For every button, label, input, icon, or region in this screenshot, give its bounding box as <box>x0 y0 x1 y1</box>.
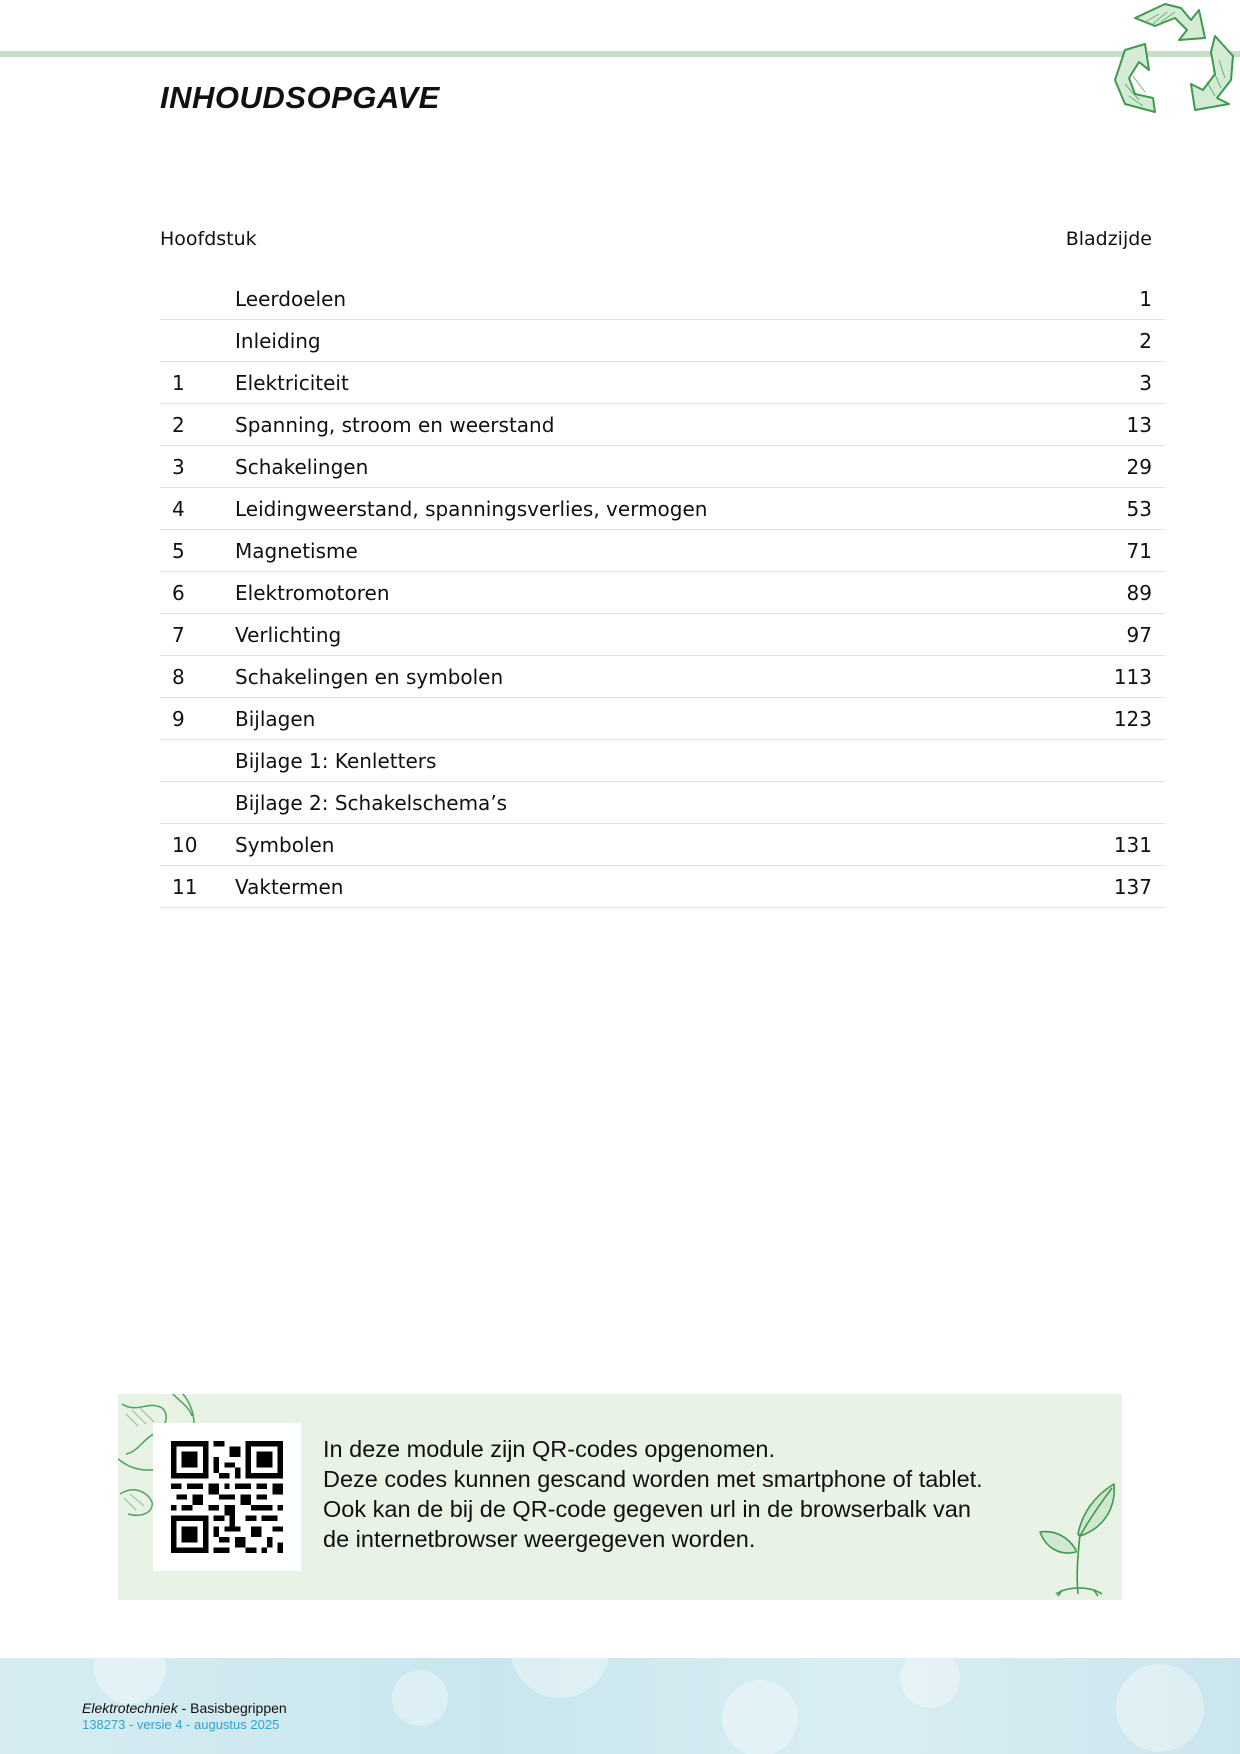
toc-chapter-number: 3 <box>172 454 185 479</box>
qr-code-icon <box>171 1441 283 1553</box>
qr-info-line: Ook kan de bij de QR-code gegeven url in de browserbalk van <box>323 1496 971 1522</box>
toc-chapter-title: Leidingweerstand, spanningsverlies, vermogen <box>235 496 708 521</box>
toc-row <box>160 530 1165 572</box>
toc-page-number: 13 <box>1126 412 1152 437</box>
footer-text <box>82 1700 287 1732</box>
toc-page-number: 113 <box>1113 664 1152 689</box>
toc-chapter-number: 10 <box>172 832 198 857</box>
toc-row <box>160 362 1165 404</box>
toc-page-number: 29 <box>1126 454 1152 479</box>
footer-subject: Elektrotechniek <box>82 1700 178 1716</box>
toc-row <box>160 698 1165 740</box>
toc-chapter-number: 1 <box>172 370 185 395</box>
toc-row <box>160 614 1165 656</box>
toc-row <box>160 740 1165 782</box>
toc-row <box>160 782 1165 824</box>
toc-row <box>160 824 1165 866</box>
toc-page-number: 53 <box>1126 496 1152 521</box>
toc-chapter-title: Magnetisme <box>235 538 358 563</box>
toc-page-number: 123 <box>1113 706 1152 731</box>
toc-page-number: 131 <box>1113 832 1152 857</box>
toc-chapter-number: 7 <box>172 622 185 647</box>
toc-page-number: 1 <box>1139 286 1152 311</box>
toc-chapter-number: 5 <box>172 538 185 563</box>
toc-chapter-title: Spanning, stroom en weerstand <box>235 412 555 437</box>
toc-row <box>160 404 1165 446</box>
toc-rows <box>160 278 1165 908</box>
qr-code <box>153 1423 301 1571</box>
footer-title <box>82 1700 287 1716</box>
toc-chapter-title: Bijlage 2: Schakelschema’s <box>235 790 508 815</box>
toc-header-page: Bladzijde <box>1065 228 1152 250</box>
toc-row <box>160 572 1165 614</box>
toc-header-chapter: Hoofdstuk <box>160 228 257 250</box>
toc-chapter-title: Inleiding <box>235 328 321 353</box>
toc-row <box>160 320 1165 362</box>
toc-row <box>160 446 1165 488</box>
table-of-contents <box>160 228 1165 908</box>
toc-page-number: 137 <box>1113 874 1152 899</box>
footer-version: 138273 - versie 4 - augustus 2025 <box>82 1717 280 1732</box>
toc-chapter-title: Leerdoelen <box>235 286 347 311</box>
toc-page-number: 97 <box>1126 622 1152 647</box>
toc-page-number: 2 <box>1139 328 1152 353</box>
toc-chapter-title: Elektriciteit <box>235 370 349 395</box>
qr-info-text <box>323 1434 1103 1554</box>
toc-chapter-number: 9 <box>172 706 185 731</box>
qr-info-box <box>118 1394 1122 1600</box>
qr-info-line: In deze module zijn QR-codes opgenomen. <box>323 1436 775 1462</box>
footer-course: Basisbegrippen <box>190 1700 287 1716</box>
toc-page-number: 3 <box>1139 370 1152 395</box>
toc-chapter-title: Schakelingen en symbolen <box>235 664 504 689</box>
toc-chapter-number: 2 <box>172 412 185 437</box>
toc-chapter-title: Vaktermen <box>235 874 344 899</box>
footer-band <box>0 1658 1240 1754</box>
toc-chapter-title: Bijlage 1: Kenletters <box>235 748 437 773</box>
page-title: INHOUDSOPGAVE <box>160 80 440 115</box>
top-rule <box>0 51 1240 57</box>
toc-page-number: 71 <box>1126 538 1152 563</box>
toc-chapter-number: 11 <box>172 874 198 899</box>
plant-icon <box>1038 1474 1118 1599</box>
toc-page-number: 89 <box>1126 580 1152 605</box>
toc-chapter-title: Verlichting <box>235 622 342 647</box>
footer-separator: - <box>177 1700 191 1716</box>
recycle-icon <box>1095 0 1240 120</box>
toc-chapter-title: Symbolen <box>235 832 335 857</box>
toc-row <box>160 278 1165 320</box>
toc-chapter-number: 4 <box>172 496 185 521</box>
toc-row <box>160 488 1165 530</box>
toc-chapter-number: 8 <box>172 664 185 689</box>
qr-info-line: de internetbrowser weergegeven worden. <box>323 1526 756 1552</box>
toc-header <box>160 228 1165 278</box>
toc-chapter-title: Bijlagen <box>235 706 316 731</box>
toc-row <box>160 866 1165 908</box>
toc-row <box>160 656 1165 698</box>
qr-info-line: Deze codes kunnen gescand worden met smartphone of tablet. <box>323 1466 983 1492</box>
toc-chapter-number: 6 <box>172 580 185 605</box>
toc-chapter-title: Schakelingen <box>235 454 369 479</box>
toc-chapter-title: Elektromotoren <box>235 580 390 605</box>
